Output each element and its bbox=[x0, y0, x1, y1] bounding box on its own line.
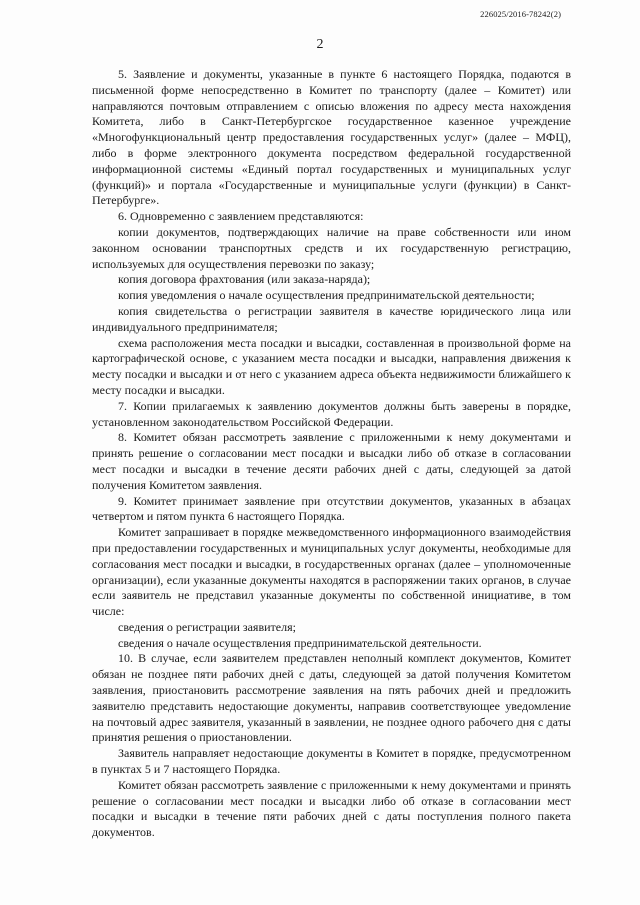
paragraph: 5. Заявление и документы, указанные в пункте 6 настоящего Порядка, подаются в письменной форме непосредственно в Комитет по транспорту (далее – Комитет) или направляются почтовым отправлением с описью вложения по адресу места нахождения Комитета, либо в Санкт-Петербургское государственное казенное учреждение «Многофункциональный центр предоставления государственных услуг» (далее – МФЦ), либо в форме электронного документа посредством федеральной государственной информационной системы «Единый портал государственных и муниципальных услуг (функций)» и портала «Государственные и муниципальные услуги (функции) в Санкт-Петербурге». bbox=[92, 67, 571, 208]
paragraph: Комитет обязан рассмотреть заявление с приложенными к нему документами и принять решение о согласовании мест посадки и высадки либо об отказе в согласовании мест посадки и высадки в течение пяти рабочих дней с даты поступления полного пакета документов. bbox=[92, 777, 571, 840]
paragraph: сведения о регистрации заявителя; bbox=[118, 619, 296, 634]
paragraph: копия договора фрахтования (или заказа-наряда); bbox=[118, 272, 371, 287]
document-body bbox=[92, 67, 571, 841]
paragraph: копия уведомления о начале осуществления предпринимательской деятельности; bbox=[118, 288, 535, 303]
paragraph: 7. Копии прилагаемых к заявлению документов должны быть заверены в порядке, установленном законодательством Российской Федерации. bbox=[92, 398, 571, 429]
paragraph: сведения о начале осуществления предпринимательской деятельности. bbox=[118, 635, 482, 650]
paragraph: Комитет запрашивает в порядке межведомственного информационного взаимодействия при предоставлении государственных и муниципальных услуг документы, необходимые для согласования мест посадки и высадки, в государственных органах (далее – уполномоченные организации), если указанные документы находятся в распоряжении таких органов, в случае если заявитель не представил указанные документы по собственной инициативе, в том числе: bbox=[92, 525, 571, 619]
paragraph: копии документов, подтверждающих наличие на праве собственности или ином законном основании транспортных средств и их государственную регистрацию, используемых для осуществления перевозки по заказу; bbox=[92, 224, 571, 271]
document-registration-number: 226025/2016-78242(2) bbox=[480, 9, 561, 19]
paragraph: схема расположения места посадки и высадки, составленная в произвольной форме на картографической основе, с указанием места посадки и высадки, направления движения к месту посадки и высадки и от него с указанием адреса объекта недвижимости ближайшего к месту посадки и высадки. bbox=[92, 335, 571, 397]
paragraph: 6. Одновременно с заявлением представляются: bbox=[118, 209, 364, 224]
paragraph: 8. Комитет обязан рассмотреть заявление с приложенными к нему документами и принять решение о согласовании мест посадки и высадки либо об отказе в согласовании мест посадки и высадки в течение десяти рабочих дней с даты, следующей за датой получения Комитетом заявления. bbox=[92, 430, 571, 492]
paragraph: 9. Комитет принимает заявление при отсутствии документов, указанных в абзацах четвертом и пятом пункта 6 настоящего Порядка. bbox=[92, 493, 571, 524]
paragraph: копия свидетельства о регистрации заявителя в качестве юридического лица или индивидуального предпринимателя; bbox=[92, 303, 571, 334]
paragraph: Заявитель направляет недостающие документы в Комитет в порядке, предусмотренном в пунктах 5 и 7 настоящего Порядка. bbox=[92, 746, 571, 777]
paragraph: 10. В случае, если заявителем представлен неполный комплект документов, Комитет обязан не позднее пяти рабочих дней с даты, следующей за датой получения Комитетом заявления, приостановить рассмотрение заявления на пять рабочих дней и предложить заявителю представить недостающие документы, направив соответствующее уведомление на почтовый адрес заявителя, указанный в заявлении, не позднее одного рабочего дня с даты принятия решения о приостановлении. bbox=[92, 651, 571, 745]
page-number: 2 bbox=[316, 37, 324, 52]
